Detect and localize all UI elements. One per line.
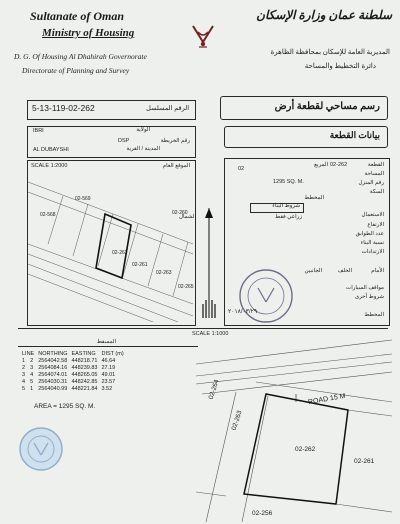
street-label: السكة — [369, 189, 384, 195]
table-row — [20, 365, 126, 372]
coverage-label: نسبة البناء — [360, 240, 384, 246]
plan-label: المخطط — [304, 195, 324, 201]
map-no-label: رقم الخريطة — [160, 138, 190, 144]
plan-divider-top — [18, 328, 388, 329]
row-from: 3 — [22, 372, 26, 378]
row-dist: 46.64 — [101, 358, 116, 364]
other-cond-label: شروط أخرى — [354, 294, 384, 300]
table-row — [20, 379, 126, 386]
row-to: 4 — [30, 372, 34, 378]
plot-no-value: 02-262 — [330, 162, 348, 168]
block-value: 02 — [238, 166, 245, 172]
row-dist: 23.57 — [101, 379, 116, 385]
wilayat-value: IBRI — [33, 128, 44, 134]
ministry-ar: سلطنة عمان وزارة الإسكان — [256, 8, 392, 22]
building-cond: شروط البناء — [272, 203, 300, 209]
neighbor-261: 02-261 — [354, 458, 375, 465]
row-dist: 27.19 — [101, 365, 116, 371]
height-label: الارتفاع — [367, 222, 384, 228]
coordinates-table — [20, 351, 126, 393]
plan-title: المسقط — [96, 339, 116, 345]
row-dist: 3.52 — [101, 386, 113, 392]
row-from: 2 — [22, 365, 26, 371]
directorate-ar: دائرة التخطيط والمساحة — [304, 62, 376, 70]
site-plot-label: 02-262 — [295, 446, 316, 453]
dg-en: D. G. Of Housing Al Dhahirah Governorate — [14, 52, 147, 61]
row-northing: 2564084.16 — [38, 365, 68, 371]
house-no-label: رقم المنزل — [358, 180, 384, 186]
site-sketch — [196, 332, 392, 522]
row-to: 2 — [30, 358, 34, 364]
row-easting: 448218.71 — [71, 358, 98, 364]
sketch-title: رسم مساحي لقطعة أرض — [274, 101, 380, 112]
general-map-label-5: 02-262 — [112, 250, 128, 256]
row-to: 5 — [30, 379, 34, 385]
neighbor-256: 02-256 — [252, 510, 273, 517]
serial-number: 5-13-119-02-262 — [32, 103, 95, 113]
plot-data-title: بيانات القطعة — [329, 130, 380, 140]
plot-no-label: القطعة — [367, 162, 384, 168]
stamp-date: ٢٠١٨/٠٣/٢٩ — [228, 309, 258, 315]
general-map-label-4: 02-261 — [132, 262, 148, 268]
city-value: AL DUBAYSHI — [33, 147, 69, 153]
map-no-value: DSP — [118, 138, 130, 144]
general-loc-label: الموقع العام — [162, 163, 190, 169]
back-label: الخلف — [337, 268, 352, 274]
general-map-label-7: 02-265 — [178, 284, 194, 290]
table-row — [20, 386, 126, 393]
coords-header-easting: EASTING — [71, 351, 96, 357]
dg-ar: المديرية العامة للإسكان بمحافظة الظاهرة — [270, 48, 390, 56]
floors-label: عدد الطوابق — [355, 231, 384, 237]
row-dist: 49.01 — [101, 372, 116, 378]
table-row — [20, 358, 126, 365]
road-label: ROAD 15 M — [307, 392, 347, 407]
coords-header-line: LINE — [22, 351, 35, 357]
area-total: AREA = 1295 SQ. M. — [34, 403, 96, 410]
table-row — [20, 372, 126, 379]
row-northing: 2564030.31 — [38, 379, 68, 385]
north-label: الشمال — [179, 214, 196, 220]
row-to: 3 — [30, 365, 34, 371]
sides-label: الجانبين — [304, 268, 322, 274]
general-location-map — [28, 174, 193, 322]
row-easting: 448239.83 — [71, 365, 98, 371]
city-label: المدينة / القرية — [126, 146, 160, 152]
row-from: 1 — [22, 358, 26, 364]
row-northing: 2564074.01 — [38, 372, 68, 378]
row-from: 4 — [22, 379, 26, 385]
row-easting: 448265.05 — [71, 372, 98, 378]
setbacks-label: الارتدادات — [361, 249, 384, 255]
row-northing: 2564042.58 — [38, 358, 68, 364]
front-label: الأمام — [371, 268, 384, 274]
use-value: زراعي فقط — [275, 214, 302, 220]
block-label: المربع — [314, 162, 328, 168]
parking-label: مواقف السيارات — [346, 285, 384, 291]
official-stamp — [238, 268, 294, 324]
ministry-en: Ministry of Housing — [42, 27, 135, 39]
north-arrow-icon — [198, 208, 220, 326]
title-en: Sultanate of Oman — [30, 9, 125, 23]
general-map-label-3: 02-260 — [172, 210, 188, 216]
row-northing: 2564040.99 — [38, 386, 68, 392]
wilayat-label: الولاية — [136, 127, 150, 133]
serial-label: الرقم المسلسل — [146, 105, 189, 112]
watermark-seal-icon — [18, 426, 64, 472]
coords-header-row — [20, 351, 126, 358]
coords-header-northing: NORTHING — [38, 351, 68, 357]
area-value: 1295 SQ. M. — [273, 179, 304, 185]
oman-emblem-icon — [190, 22, 216, 50]
row-to: 1 — [30, 386, 34, 392]
neighbor-263: 02-263 — [230, 409, 244, 432]
plan-bottom-label: المخطط — [364, 312, 384, 318]
plan-divider-bottom — [18, 346, 198, 347]
scale-2000: SCALE 1:2000 — [31, 163, 68, 169]
row-from: 5 — [22, 386, 26, 392]
area-label: المساحة — [364, 171, 384, 177]
neighbor-264: 02-264 — [207, 378, 221, 401]
coords-header-dist: DIST (m) — [101, 351, 124, 357]
row-easting: 448242.85 — [71, 379, 98, 385]
directorate-en: Directorate of Planning and Survey — [22, 66, 130, 75]
general-map-label-2: 02-569 — [75, 196, 91, 202]
general-map-label-1: 02-568 — [40, 212, 56, 218]
general-map-label-6: 02-263 — [156, 270, 172, 276]
use-label: الاستعمال — [361, 212, 384, 218]
scale-1000: SCALE 1:1000 — [192, 331, 229, 337]
row-easting: 448221.84 — [71, 386, 98, 392]
